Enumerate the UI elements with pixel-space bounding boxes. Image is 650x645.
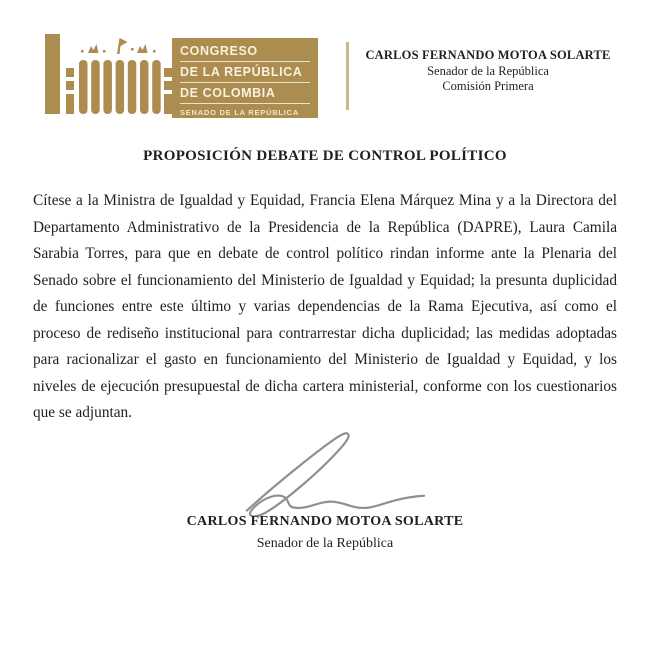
logo-line-congreso: CONGRESO bbox=[180, 43, 310, 62]
signature-role: Senador de la República bbox=[256, 536, 394, 551]
header-divider bbox=[346, 42, 349, 110]
logo-subtitle: SENADO DE LA REPÚBLICA bbox=[180, 108, 299, 117]
document-body: Cítese a la Ministra de Igualdad y Equidad, Francia Elena Márquez Mina y a la Directora del Departamento Administrativo de la Presidencia de la República (DAPRE), Laura Camila Sarabia Torres, para que en debate de control político rindan informe ante la Plenaria del Senado sobre el funcionamiento del Ministerio de Igualdad y Equidad; la presunta duplicidad de funciones entre este último y varias dependencias de la Rama Ejecutiva, así como el proceso de rediseño institucional para contrarrestar dicha duplicidad; las medidas adoptadas para racionalizar el gasto en funcionamiento del Ministerio de Igualdad y Equidad, y los niveles de ejecución presupuestal de dicha cartera ministerial, conforme con los cuestionarios que se adjuntan. bbox=[33, 192, 617, 421]
signature-name: CARLOS FERNANDO MOTOA SOLARTE bbox=[186, 514, 464, 529]
document-title: PROPOSICIÓN DEBATE DE CONTROL POLÍTICO bbox=[143, 148, 507, 164]
senator-commission: Comisión Primera bbox=[442, 79, 534, 93]
signature-icon bbox=[233, 424, 431, 516]
senator-name: CARLOS FERNANDO MOTOA SOLARTE bbox=[365, 48, 611, 62]
logo-line-republica: DE LA REPÚBLICA bbox=[180, 64, 310, 83]
logo-line-colombia: DE COLOMBIA bbox=[180, 85, 310, 104]
senator-header bbox=[358, 48, 618, 95]
congress-emblem-icon bbox=[45, 30, 172, 118]
congress-logo bbox=[172, 38, 318, 118]
senator-role: Senador de la República bbox=[427, 63, 549, 78]
